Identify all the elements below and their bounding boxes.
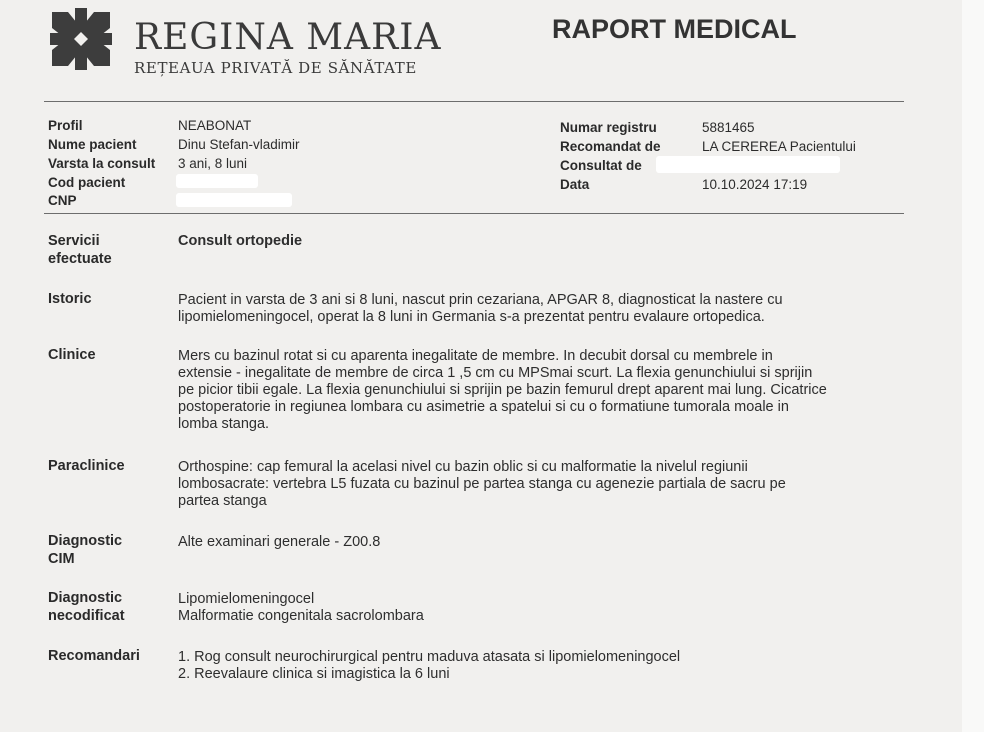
diagnostic-necodificat-label: Diagnostic necodificat	[48, 590, 125, 624]
cnp-redaction	[176, 193, 292, 207]
varsta-label: Varsta la consult	[48, 156, 156, 171]
diagnostic-cim-text: Alte examinari generale - Z00.8	[178, 534, 381, 550]
recomandari-text: 1. Rog consult neurochirurgical pentru maduva atasata si lipomielomeningocel 2. Reevalaure clinica si imagistica la 6 luni	[178, 649, 681, 682]
cnp-label: CNP	[48, 193, 77, 208]
brand-name: REGINA MARIA	[134, 17, 442, 58]
numar-registru-value: 5881465	[702, 120, 755, 135]
diagnostic-necodificat-text: Lipomielomeningocel Malformatie congenitala sacrolombara	[178, 591, 424, 624]
nume-pacient-value: Dinu Stefan-vladimir	[178, 137, 300, 152]
paraclinice-label: Paraclinice	[48, 458, 125, 474]
istoric-text: Pacient in varsta de 3 ani si 8 luni, nascut prin cezariana, APGAR 8, diagnosticat la nastere cu lipomielomeningocel, operat la 8 luni in Germania s-a prezentat pentru evalaure ortopedica.	[178, 292, 783, 325]
numar-registru-label: Numar registru	[560, 120, 657, 135]
cod-pacient-redaction	[176, 174, 258, 188]
servicii-label: Servicii efectuate	[48, 233, 112, 267]
recomandat-value: LA CEREREA Pacientului	[702, 139, 856, 154]
paraclinice-text: Orthospine: cap femural la acelasi nivel cu bazin oblic si cu malformatie la nivelul regiunii lombosacrate: vertebra L5 fuzata cu bazinul pe partea stanga cu agenezie partiala de sacru pe partea stanga	[178, 459, 786, 509]
diagnostic-cim-label: Diagnostic CIM	[48, 533, 123, 567]
page-edge	[962, 0, 984, 732]
cod-pacient-label: Cod pacient	[48, 175, 126, 190]
clinice-text: Mers cu bazinul rotat si cu aparenta inegalitate de membre. In decubit dorsal cu membrele in extensie - inegalitate de membre de circa 1 ,5 cm cu MPSmai scurt. La flexia genunchiului si sprijin pe picior tibii egale. La flexia genunchiului si sprijin pe bazin femurul drept aparent mai lung. Cicatrice postoperatorie in regiunea lombara cu asimetrie a spatelui si cu o formatiune tumorala moale in lomba stanga.	[178, 348, 827, 432]
brand-subtitle: REȚEAUA PRIVATĂ DE SĂNĂTATE	[134, 59, 417, 77]
document-title: RAPORT MEDICAL	[552, 14, 797, 44]
varsta-value: 3 ani, 8 luni	[178, 156, 248, 171]
istoric-label: Istoric	[48, 291, 92, 307]
profil-label: Profil	[48, 118, 83, 133]
nume-pacient-label: Nume pacient	[48, 137, 137, 152]
info-divider	[44, 213, 904, 214]
profil-value: NEABONAT	[178, 118, 252, 133]
consultat-redaction	[656, 156, 840, 173]
header-divider	[44, 101, 904, 102]
servicii-text: Consult ortopedie	[178, 233, 303, 249]
recomandari-label: Recomandari	[48, 648, 140, 664]
recomandat-label: Recomandat de	[560, 139, 661, 154]
regina-maria-star-logo-icon	[46, 8, 116, 70]
data-value: 10.10.2024 17:19	[702, 177, 808, 192]
clinice-label: Clinice	[48, 347, 96, 363]
consultat-label: Consultat de	[560, 158, 642, 173]
data-label: Data	[560, 177, 590, 192]
